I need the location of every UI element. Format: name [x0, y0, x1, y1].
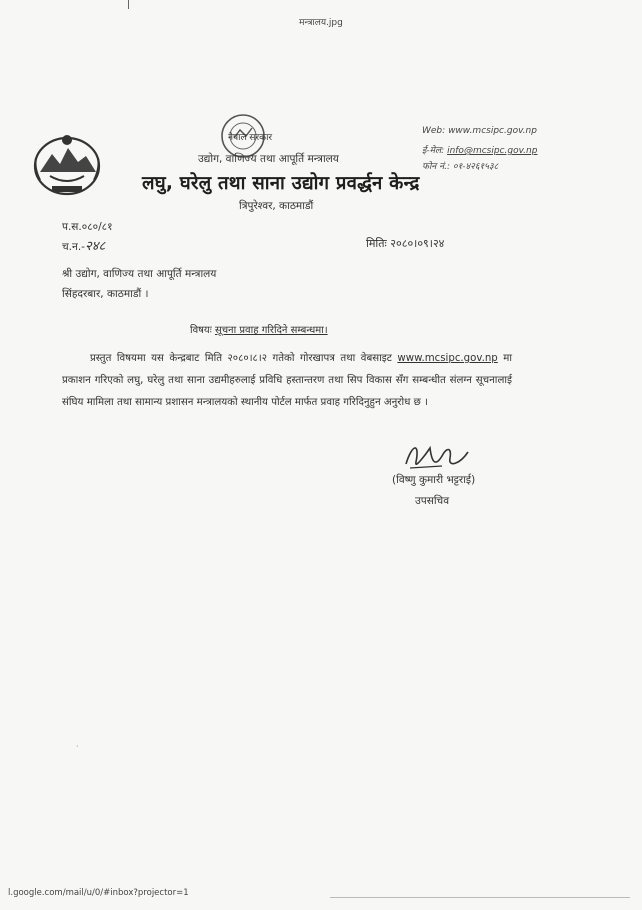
email-value: info@mcsipc.gov.np [447, 146, 538, 156]
subject-label: विषयः [190, 325, 212, 336]
body-part-2: मा प्रकाशन गरिएको लघु, घरेलु तथा साना उद्यमीहरुलाई प्रविधि हस्तान्तरण तथा सिप विकास सँग सम्बन्धीत संलग्न सूचनालाई संघिय मामिला तथा सामान्य प्रशासन मन्त्रालयको स्थानीय पोर्टल मार्फत प्रवाह गरिदिनुहुन अनुरोध छ । [62, 353, 512, 408]
subject-line [190, 322, 328, 336]
scan-edge [330, 897, 630, 898]
phone-value: ०१-४२६१५३८ [452, 162, 499, 172]
signer-name: (विष्णु कुमारी भट्टराई) [392, 474, 476, 486]
organization-name: लघु, घरेलु तथा साना उद्योग प्रवर्द्धन केन्द्र [142, 173, 420, 194]
dispatch-value: २४८ [84, 239, 106, 254]
signature-icon [402, 434, 472, 474]
letter-date [366, 236, 444, 251]
web-label: Web: [422, 126, 446, 136]
phone-label: फोन नं.: [422, 162, 451, 172]
dispatch-number [62, 236, 105, 254]
contact-email [422, 143, 537, 156]
government-label: नेपाल सरकार [228, 133, 273, 143]
file-title: मन्त्रालय.jpg [299, 18, 343, 28]
web-value: www.mcsipc.gov.np [448, 126, 537, 136]
organization-address: त्रिपुरेश्वर, काठमाडौं [239, 200, 314, 212]
contact-phone [422, 159, 498, 172]
letter-body [62, 348, 512, 414]
signer-designation: उपसचिव [415, 495, 450, 507]
nepal-emblem-icon [30, 128, 104, 198]
dispatch-label: च.न.- [62, 241, 85, 253]
scan-speck: · [76, 742, 79, 751]
recipient-line-2: सिंहदरबार, काठमाडौं । [62, 288, 149, 300]
email-label: ई-मेल: [422, 146, 445, 156]
subject-value: सूचना प्रवाह गरिदिने सम्बन्धमा। [214, 325, 328, 336]
body-part-1: प्रस्तुत विषयमा यस केन्द्रबाट मिति २०८०।८।२ गतेको गोरखापत्र तथा वेबसाइट [90, 353, 392, 364]
recipient-line-1: श्री उद्योग, वाणिज्य तथा आपूर्ति मन्त्रालय [62, 268, 217, 280]
ministry-name: उद्योग, वाणिज्य तथा आपूर्ति मन्त्रालय [198, 153, 339, 165]
contact-web [422, 126, 537, 136]
scan-mark [128, 0, 129, 9]
footer-url: l.google.com/mail/u/0/#inbox?projector=1 [8, 888, 189, 898]
date-label: मितिः [366, 237, 387, 250]
body-url: www.mcsipc.gov.np [397, 353, 498, 364]
reference-number: प.स.०८०/८१ [62, 221, 113, 233]
date-value: २०८०।०९।२४ [390, 237, 445, 250]
